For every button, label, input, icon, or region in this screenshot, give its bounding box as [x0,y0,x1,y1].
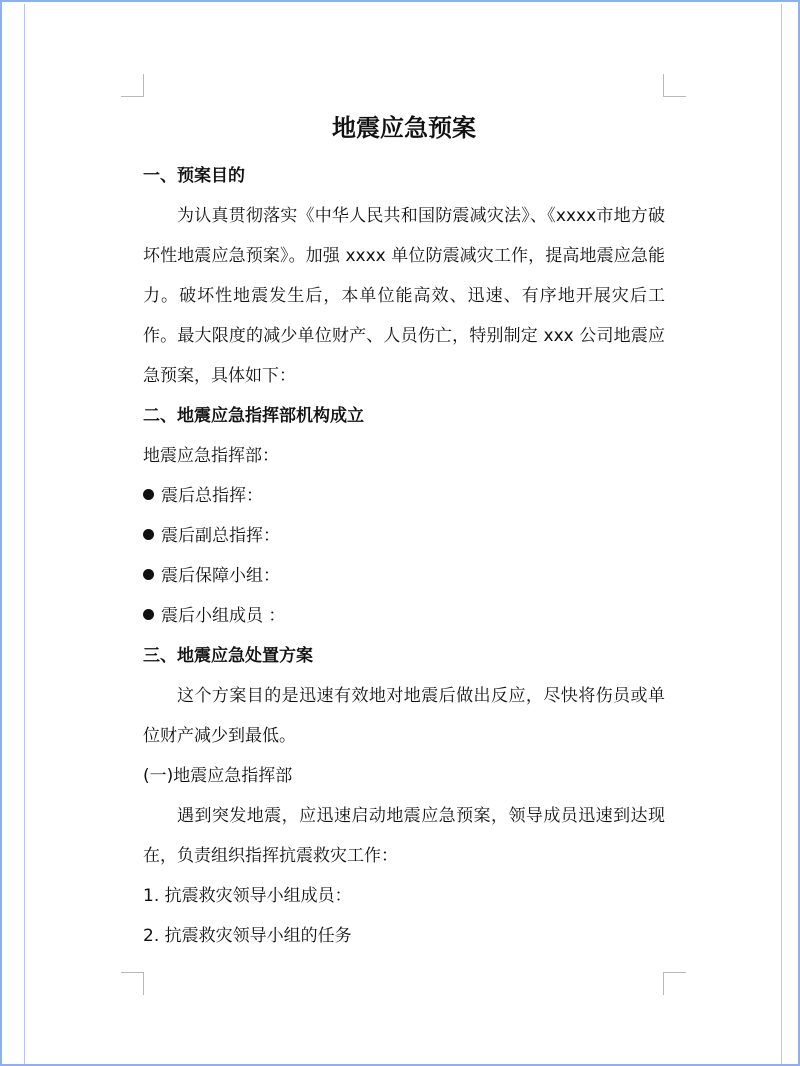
section-3-paragraph: 这个方案目的是迅速有效地对地震后做出反应，尽快将伤员或单位财产减少到最低。 [143,686,665,746]
bullet-icon [143,609,154,620]
bullet-text: 震后副总指挥： [161,526,280,546]
section-1-paragraph: 为认真贯彻落实《中华人民共和国防震减灾法》、《xxxx市地方破坏性地震应急预案》。加强 xxxx 单位防震减灾工作，提高地震应急能力。破坏性地震发生后，本单位能高效、迅速、有序地开展灾后工作。最大限度的减少单位财产、人员伤亡，特别制定 xxx 公司地震应急预案，具体如下： [143,206,665,386]
crop-mark-top-right [663,74,686,97]
numbered-item: 1. 抗震救灾领导小组成员： [143,886,352,906]
crop-mark-top-left [121,74,144,97]
bullet-item [143,556,665,596]
document-page [24,4,782,1064]
document-body [143,108,665,956]
bullet-item [143,596,665,636]
bullet-item [143,476,665,516]
section-2-intro: 地震应急指挥部： [143,446,279,466]
numbered-item: 2. 抗震救灾领导小组的任务 [143,926,352,946]
bullet-text: 震后小组成员 ： [161,606,286,626]
section-1-heading: 一、预案目的 [143,166,245,186]
crop-mark-bottom-left [121,972,144,995]
section-3-sub-paragraph: 遇到突发地震，应迅速启动地震应急预案，领导成员迅速到达现在，负责组织指挥抗震救灾工作： [143,806,665,866]
section-2-heading: 二、地震应急指挥部机构成立 [143,406,364,426]
bullet-icon [143,489,154,500]
section-3-subheading: (一)地震应急指挥部 [143,766,293,786]
bullet-icon [143,569,154,580]
section-3-heading: 三、地震应急处置方案 [143,646,313,666]
crop-mark-bottom-right [663,972,686,995]
bullet-text: 震后保障小组： [161,566,280,586]
document-title: 地震应急预案 [332,114,476,142]
bullet-item [143,516,665,556]
bullet-text: 震后总指挥： [161,486,263,506]
bullet-icon [143,529,154,540]
